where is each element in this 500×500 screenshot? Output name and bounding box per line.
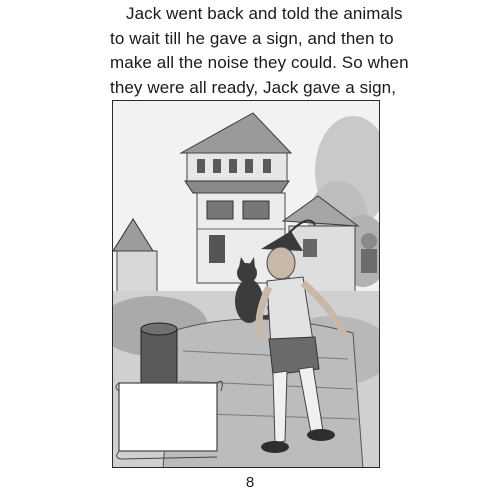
story-text — [110, 2, 409, 100]
story-line-3: make all the noise they could. So when — [110, 53, 409, 72]
small-figure — [361, 233, 377, 273]
story-line-1: Jack went back and told the animals — [126, 4, 403, 23]
page-number: 8 — [245, 474, 255, 491]
story-illustration — [112, 100, 380, 468]
blank-scroll-label — [116, 381, 222, 459]
story-line-4: they were all ready, Jack gave a sign, — [110, 77, 397, 97]
story-line-2: to wait till he gave a sign, and then to — [110, 28, 394, 48]
